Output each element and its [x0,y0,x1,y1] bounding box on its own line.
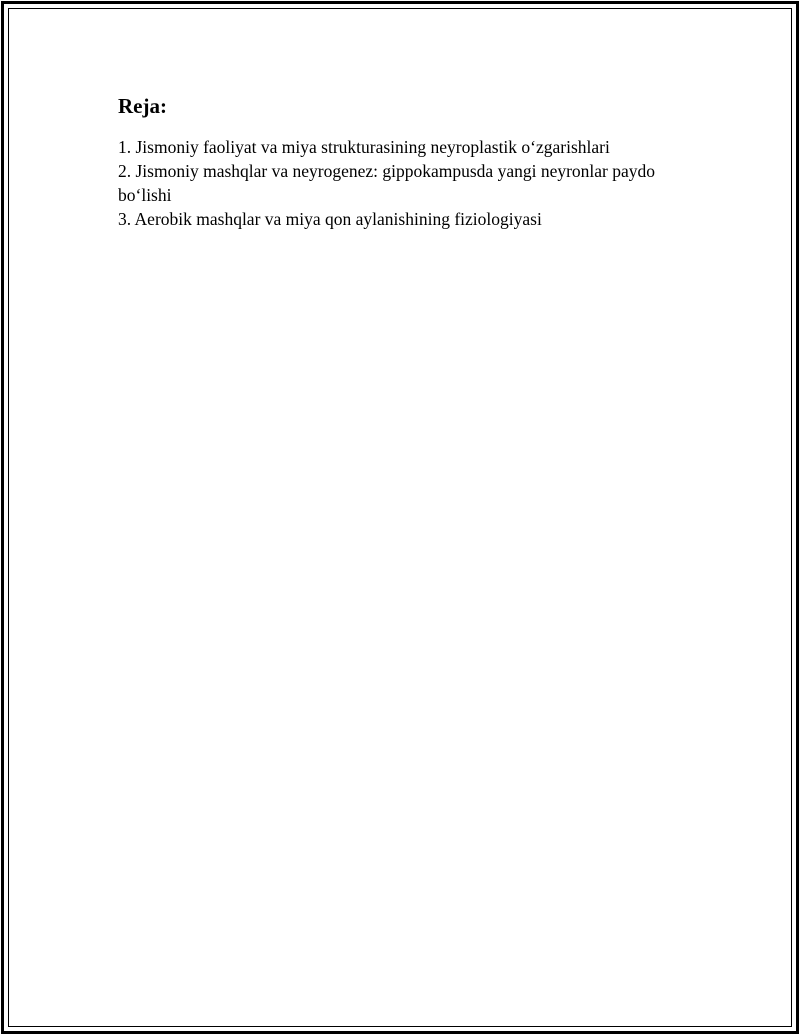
document-body [118,93,698,231]
plan-item-2: 2. Jismoniy mashqlar va neyrogenez: gippokampusda yangi neyronlar paydo bo‘lishi [118,161,656,205]
plan-item-3: 3. Aerobik mashqlar va miya qon aylanishining fiziologiyasi [118,209,542,229]
plan-item-1: 1. Jismoniy faoliyat va miya strukturasining neyroplastik o‘zgarishlari [118,137,610,157]
plan-list [118,135,698,231]
plan-heading: Reja: [118,94,167,118]
